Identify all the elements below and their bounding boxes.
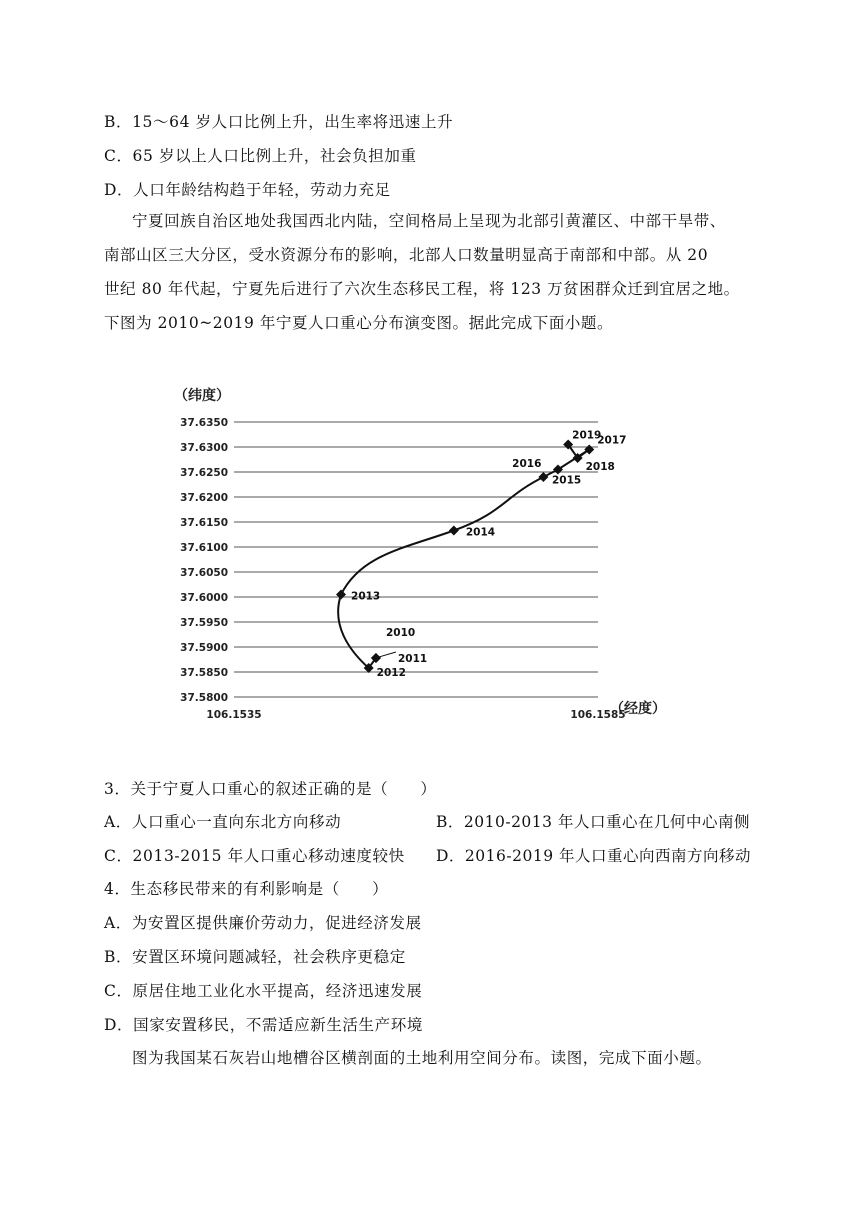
passage-ningxia: [104, 204, 764, 340]
prev-option-c: C．65 岁以上人口比例上升，社会负担加重: [104, 147, 417, 165]
q3-option-d: D．2016-2019 年人口重心向西南方向移动: [436, 847, 751, 865]
point-label-2010: 2010: [385, 627, 416, 639]
y-tick-label: 37.6150: [180, 517, 228, 529]
x-tick-label: 106.1535: [206, 709, 262, 721]
y-axis-label: （纬度）: [174, 388, 230, 404]
y-tick-label: 37.5950: [180, 617, 228, 629]
q3-option-b: B．2010-2013 年人口重心在几何中心南侧: [436, 813, 750, 831]
y-tick-label: 37.6200: [180, 492, 228, 504]
passage-limestone: 图为我国某石灰岩山地槽谷区横剖面的土地利用空间分布。读图，完成下面小题。: [132, 1049, 712, 1067]
q4-option-b: B．安置区环境问题减轻，社会秩序更稳定: [104, 948, 406, 966]
point-label-2015: 2015: [551, 474, 582, 487]
point-label-2013: 2013: [351, 590, 381, 603]
point-marker-2014: [449, 526, 459, 536]
population-center-chart: [172, 378, 692, 723]
q4-option-a: A．为安置区提供廉价劳动力，促进经济发展: [104, 914, 422, 932]
point-label-2012: 2012: [376, 667, 406, 679]
y-tick-label: 37.5900: [180, 642, 228, 654]
y-tick-label: 37.5850: [180, 667, 228, 679]
point-label-2019: 2019: [572, 429, 602, 442]
data-points: [336, 430, 626, 680]
x-axis-label: （经度）: [610, 701, 666, 717]
prev-option-b: B．15～64 岁人口比例上升，出生率将迅速上升: [104, 113, 454, 131]
point-marker-2013: [336, 590, 346, 600]
point-label-2014: 2014: [465, 526, 496, 539]
passage-line: 下图为 2010~2019 年宁夏人口重心分布演变图。据此完成下面小题。: [104, 314, 614, 332]
q4-option-d: D．国家安置移民，不需适应新生活生产环境: [104, 1016, 423, 1034]
y-tick-labels: [180, 417, 228, 704]
passage-line: 世纪 80 年代起，宁夏先后进行了六次生态移民工程，将 123 万贫困群众迁到宜居之地。: [104, 280, 740, 298]
q4-option-c: C．原居住地工业化水平提高，经济迅速发展: [104, 982, 423, 1000]
prev-option-d: D．人口年龄结构趋于年轻，劳动力充足: [104, 181, 391, 199]
question-3-stem: 3．关于宁夏人口重心的叙述正确的是（ ）: [104, 780, 437, 798]
point-marker-2016: [538, 472, 548, 482]
y-tick-label: 37.6050: [180, 567, 228, 579]
point-label-2016: 2016: [512, 458, 542, 470]
point-label-2017: 2017: [597, 434, 627, 447]
x-tick-labels: [206, 709, 625, 721]
point-label-2011: 2011: [397, 653, 428, 665]
y-tick-label: 37.5800: [180, 692, 228, 704]
y-tick-label: 37.6350: [180, 417, 228, 429]
passage-line: 宁夏回族自治区地处我国西北内陆，空间格局上呈现为北部引黄灌区、中部干旱带、: [132, 212, 726, 230]
point-marker-2015: [553, 465, 563, 475]
point-label-2018: 2018: [585, 461, 615, 473]
y-tick-label: 37.6300: [180, 442, 228, 454]
y-tick-label: 37.6100: [180, 542, 228, 554]
q3-option-c: C．2013-2015 年人口重心移动速度较快: [104, 847, 405, 865]
passage-line: 南部山区三大分区，受水资源分布的影响，北部人口数量明显高于南部和中部。从 20: [104, 246, 709, 264]
q3-option-a: A．人口重心一直向东北方向移动: [104, 813, 342, 831]
y-tick-label: 37.6250: [180, 467, 228, 479]
x-tick-label: 106.1585: [570, 709, 626, 721]
label-leader-2011: [379, 652, 396, 657]
question-4-stem: 4．生态移民带来的有利影响是（ ）: [104, 880, 389, 898]
y-tick-label: 37.6000: [180, 592, 228, 604]
